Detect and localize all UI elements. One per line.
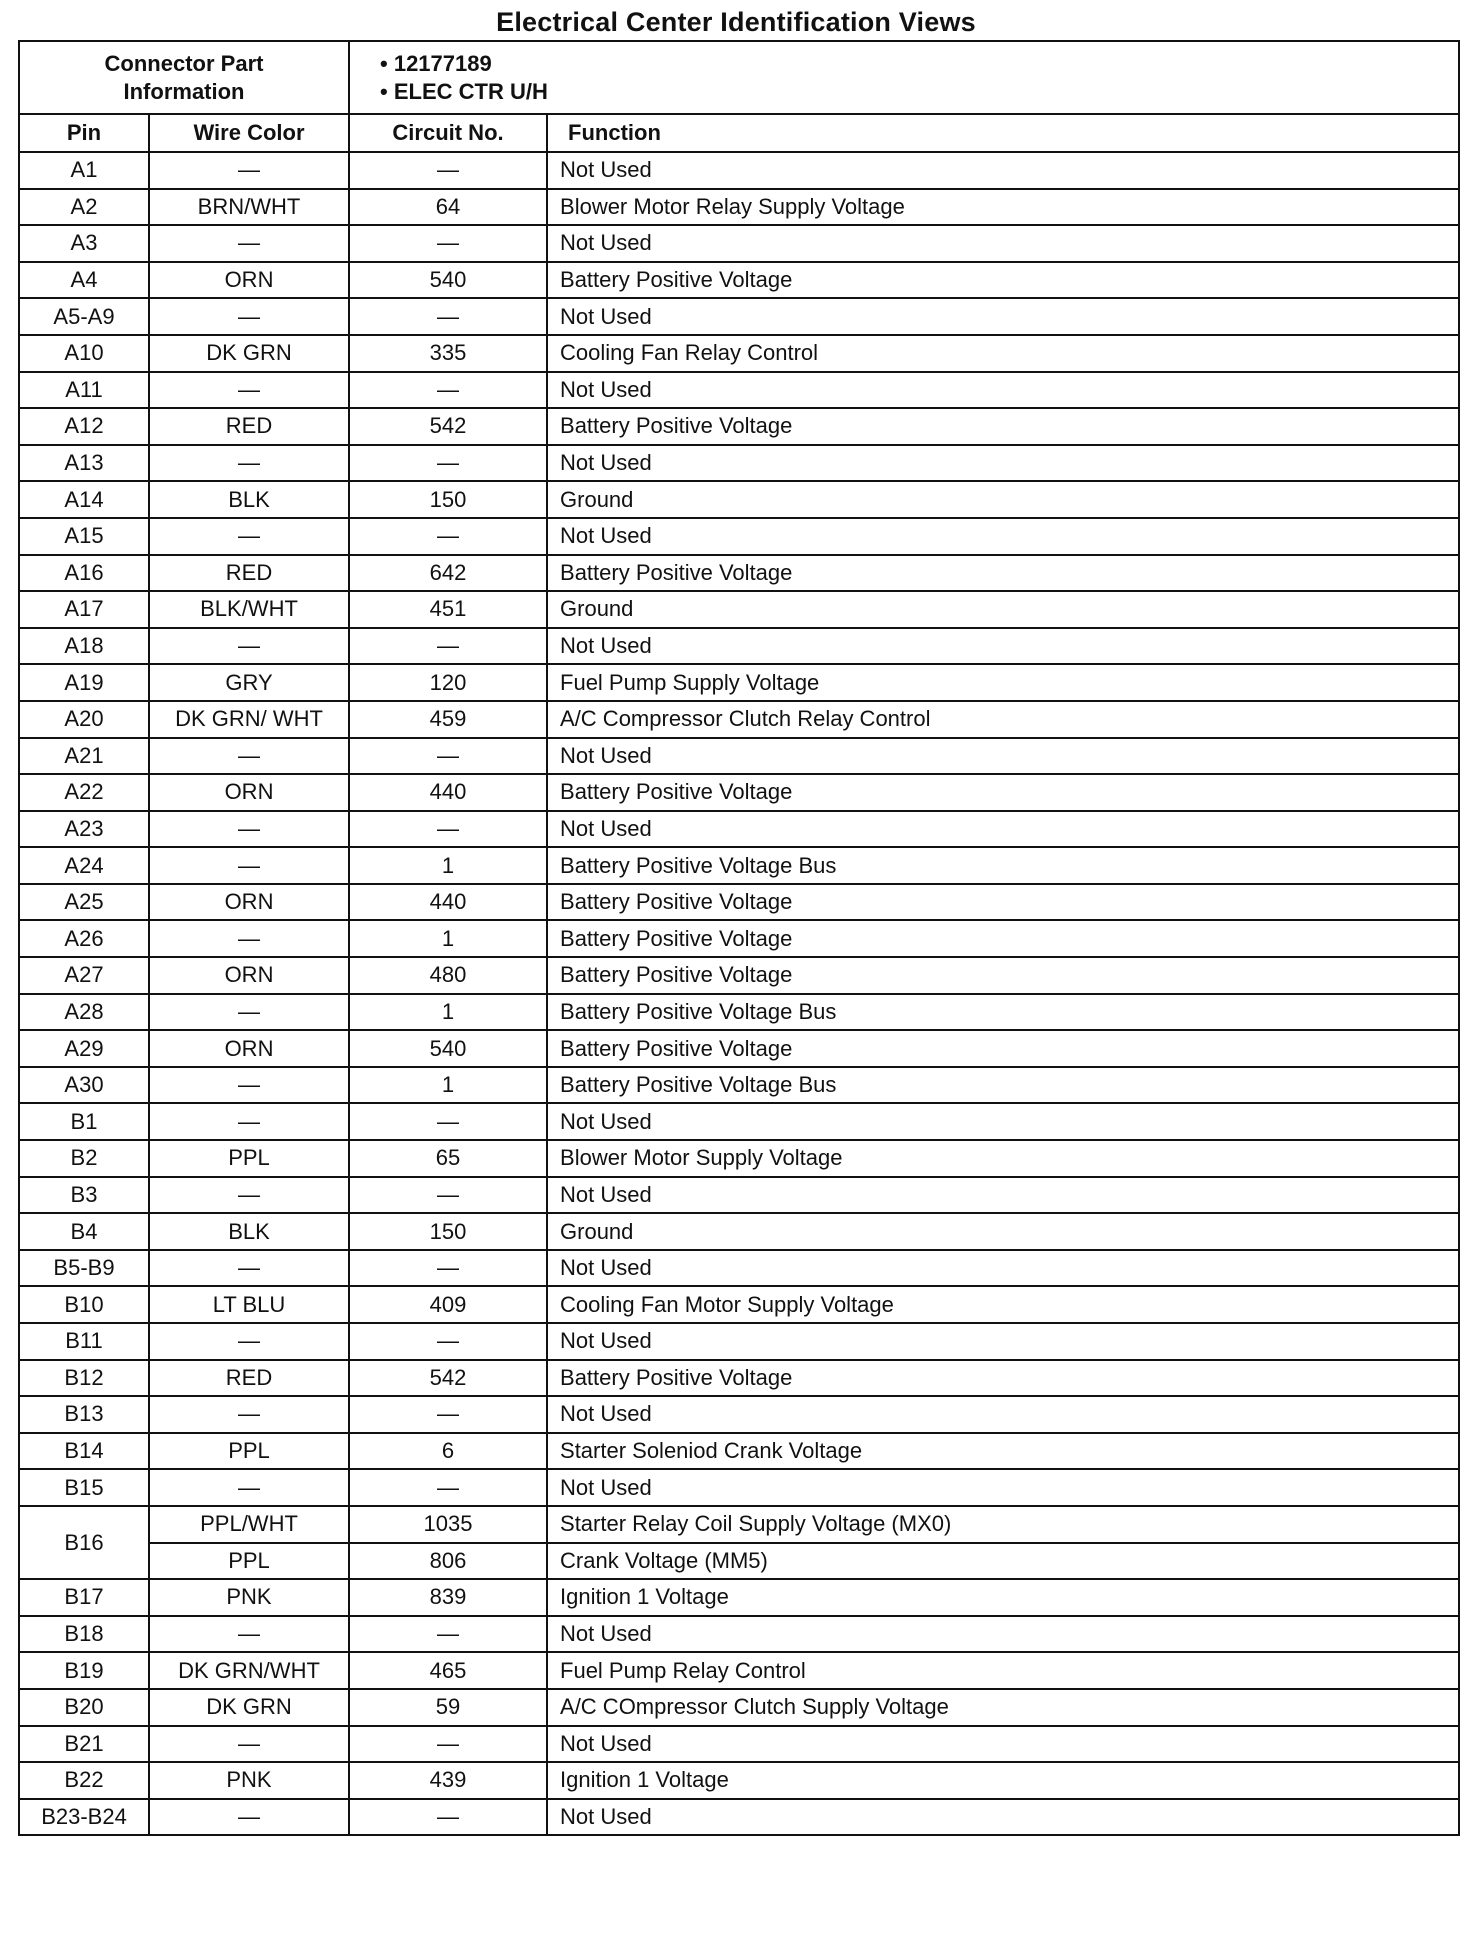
wire-color-cell: — bbox=[149, 225, 349, 262]
wire-color-cell: — bbox=[149, 738, 349, 775]
wire-color-cell: — bbox=[149, 445, 349, 482]
wire-color-cell: — bbox=[149, 994, 349, 1031]
circuit-cell: 150 bbox=[349, 1213, 547, 1250]
wire-color-cell: RED bbox=[149, 1360, 349, 1397]
wire-color-cell: PNK bbox=[149, 1579, 349, 1616]
circuit-cell: 806 bbox=[349, 1543, 547, 1580]
function-cell: Not Used bbox=[547, 1799, 1459, 1836]
table-row bbox=[19, 1360, 1459, 1397]
table-row bbox=[19, 555, 1459, 592]
connector-part-label-line2: Information bbox=[123, 78, 245, 104]
table-row bbox=[19, 1140, 1459, 1177]
circuit-cell: 6 bbox=[349, 1433, 547, 1470]
table-row bbox=[19, 1286, 1459, 1323]
pin-cell: B20 bbox=[19, 1689, 149, 1726]
connector-part-label bbox=[19, 41, 349, 114]
wire-color-cell: — bbox=[149, 628, 349, 665]
function-cell: Cooling Fan Motor Supply Voltage bbox=[547, 1286, 1459, 1323]
function-cell: Not Used bbox=[547, 152, 1459, 189]
function-cell: A/C Compressor Clutch Relay Control bbox=[547, 701, 1459, 738]
circuit-cell: 150 bbox=[349, 481, 547, 518]
function-cell: Starter Soleniod Crank Voltage bbox=[547, 1433, 1459, 1470]
function-cell: Battery Positive Voltage Bus bbox=[547, 1067, 1459, 1104]
pin-cell: B15 bbox=[19, 1469, 149, 1506]
circuit-cell: 335 bbox=[349, 335, 547, 372]
function-cell: Cooling Fan Relay Control bbox=[547, 335, 1459, 372]
circuit-cell: 409 bbox=[349, 1286, 547, 1323]
pin-cell: A1 bbox=[19, 152, 149, 189]
wire-color-cell: PPL bbox=[149, 1433, 349, 1470]
pin-cell: B5-B9 bbox=[19, 1250, 149, 1287]
wire-color-cell: ORN bbox=[149, 774, 349, 811]
function-cell: Starter Relay Coil Supply Voltage (MX0) bbox=[547, 1506, 1459, 1543]
table-row bbox=[19, 225, 1459, 262]
circuit-cell: 480 bbox=[349, 957, 547, 994]
function-column-header: Function bbox=[547, 114, 1459, 152]
wire-color-cell: — bbox=[149, 1396, 349, 1433]
page-title: Electrical Center Identification Views bbox=[496, 7, 976, 37]
pin-cell: B23-B24 bbox=[19, 1799, 149, 1836]
wire-color-cell: BLK bbox=[149, 1213, 349, 1250]
circuit-cell: 542 bbox=[349, 408, 547, 445]
table-row bbox=[19, 152, 1459, 189]
table-row bbox=[19, 1579, 1459, 1616]
pin-cell: A16 bbox=[19, 555, 149, 592]
wire-color-cell: — bbox=[149, 1323, 349, 1360]
pin-cell: A17 bbox=[19, 591, 149, 628]
pin-cell: B11 bbox=[19, 1323, 149, 1360]
circuit-cell: 642 bbox=[349, 555, 547, 592]
wire-color-cell: DK GRN bbox=[149, 1689, 349, 1726]
circuit-cell: 1 bbox=[349, 847, 547, 884]
table-row bbox=[19, 591, 1459, 628]
circuit-cell: 120 bbox=[349, 664, 547, 701]
circuit-cell: — bbox=[349, 152, 547, 189]
table-row bbox=[19, 847, 1459, 884]
wire-color-cell: ORN bbox=[149, 1030, 349, 1067]
circuit-cell: — bbox=[349, 811, 547, 848]
table-row bbox=[19, 1506, 1459, 1543]
circuit-column-header: Circuit No. bbox=[349, 114, 547, 152]
table-row bbox=[19, 1762, 1459, 1799]
table-row bbox=[19, 1689, 1459, 1726]
function-cell: Not Used bbox=[547, 445, 1459, 482]
table-row bbox=[19, 1177, 1459, 1214]
function-cell: Ground bbox=[547, 591, 1459, 628]
circuit-cell: 540 bbox=[349, 1030, 547, 1067]
connector-info-row bbox=[19, 41, 1459, 114]
function-cell: Not Used bbox=[547, 738, 1459, 775]
circuit-cell: 465 bbox=[349, 1652, 547, 1689]
function-cell: Battery Positive Voltage bbox=[547, 1360, 1459, 1397]
table-row bbox=[19, 884, 1459, 921]
circuit-cell: 59 bbox=[349, 1689, 547, 1726]
circuit-cell: 1 bbox=[349, 1067, 547, 1104]
pin-cell: A24 bbox=[19, 847, 149, 884]
wire-color-cell: — bbox=[149, 1103, 349, 1140]
circuit-cell: — bbox=[349, 1323, 547, 1360]
pin-cell: B1 bbox=[19, 1103, 149, 1140]
wire-color-cell: PPL bbox=[149, 1543, 349, 1580]
pin-cell: A23 bbox=[19, 811, 149, 848]
function-cell: Fuel Pump Supply Voltage bbox=[547, 664, 1459, 701]
wire-color-cell: DK GRN/ WHT bbox=[149, 701, 349, 738]
table-row bbox=[19, 1067, 1459, 1104]
function-cell: Battery Positive Voltage bbox=[547, 1030, 1459, 1067]
table-row bbox=[19, 481, 1459, 518]
table-row bbox=[19, 1250, 1459, 1287]
function-cell: Battery Positive Voltage bbox=[547, 884, 1459, 921]
function-cell: Battery Positive Voltage bbox=[547, 774, 1459, 811]
pin-cell: B3 bbox=[19, 1177, 149, 1214]
table-row bbox=[19, 1799, 1459, 1836]
pin-cell: A21 bbox=[19, 738, 149, 775]
pin-cell: A13 bbox=[19, 445, 149, 482]
circuit-cell: — bbox=[349, 1250, 547, 1287]
table-row bbox=[19, 518, 1459, 555]
circuit-cell: — bbox=[349, 1726, 547, 1763]
table-row bbox=[19, 408, 1459, 445]
table-row bbox=[19, 1616, 1459, 1653]
pin-cell: A12 bbox=[19, 408, 149, 445]
pin-cell: A5-A9 bbox=[19, 298, 149, 335]
table-row bbox=[19, 957, 1459, 994]
function-cell: Crank Voltage (MM5) bbox=[547, 1543, 1459, 1580]
circuit-cell: — bbox=[349, 518, 547, 555]
wire-color-cell: — bbox=[149, 1177, 349, 1214]
circuit-cell: 542 bbox=[349, 1360, 547, 1397]
wire-color-cell: PPL bbox=[149, 1140, 349, 1177]
wire-color-cell: — bbox=[149, 1799, 349, 1836]
table-row bbox=[19, 1030, 1459, 1067]
table-row bbox=[19, 628, 1459, 665]
function-cell: Not Used bbox=[547, 298, 1459, 335]
connector-part-values bbox=[349, 41, 1459, 114]
circuit-cell: — bbox=[349, 298, 547, 335]
wire-color-cell: BLK bbox=[149, 481, 349, 518]
pin-cell: B19 bbox=[19, 1652, 149, 1689]
pin-cell: A27 bbox=[19, 957, 149, 994]
table-row bbox=[19, 1396, 1459, 1433]
function-cell: Fuel Pump Relay Control bbox=[547, 1652, 1459, 1689]
pin-cell: B18 bbox=[19, 1616, 149, 1653]
circuit-cell: — bbox=[349, 1396, 547, 1433]
wire-color-cell: — bbox=[149, 920, 349, 957]
function-cell: A/C COmpressor Clutch Supply Voltage bbox=[547, 1689, 1459, 1726]
wire-color-cell: — bbox=[149, 298, 349, 335]
table-row bbox=[19, 1726, 1459, 1763]
function-cell: Not Used bbox=[547, 1726, 1459, 1763]
function-cell: Not Used bbox=[547, 1250, 1459, 1287]
circuit-cell: — bbox=[349, 1103, 547, 1140]
wire-color-column-header: Wire Color bbox=[149, 114, 349, 152]
wire-color-cell: ORN bbox=[149, 884, 349, 921]
pin-cell: A18 bbox=[19, 628, 149, 665]
table-row bbox=[19, 1433, 1459, 1470]
function-cell: Battery Positive Voltage bbox=[547, 555, 1459, 592]
function-cell: Blower Motor Supply Voltage bbox=[547, 1140, 1459, 1177]
pin-cell: A4 bbox=[19, 262, 149, 299]
table-row bbox=[19, 189, 1459, 226]
function-cell: Not Used bbox=[547, 1177, 1459, 1214]
pin-cell: B21 bbox=[19, 1726, 149, 1763]
table-row bbox=[19, 664, 1459, 701]
function-cell: Battery Positive Voltage bbox=[547, 920, 1459, 957]
table-row bbox=[19, 298, 1459, 335]
function-cell: Not Used bbox=[547, 1396, 1459, 1433]
wire-color-cell: GRY bbox=[149, 664, 349, 701]
pin-cell: B2 bbox=[19, 1140, 149, 1177]
wire-color-cell: RED bbox=[149, 408, 349, 445]
pin-column-header: Pin bbox=[19, 114, 149, 152]
function-cell: Battery Positive Voltage Bus bbox=[547, 994, 1459, 1031]
pin-cell: A28 bbox=[19, 994, 149, 1031]
pin-cell: A2 bbox=[19, 189, 149, 226]
wire-color-cell: — bbox=[149, 372, 349, 409]
wire-color-cell: — bbox=[149, 1469, 349, 1506]
function-cell: Not Used bbox=[547, 1469, 1459, 1506]
table-row bbox=[19, 445, 1459, 482]
wire-color-cell: — bbox=[149, 847, 349, 884]
wire-color-cell: PPL/WHT bbox=[149, 1506, 349, 1543]
table-row bbox=[19, 1323, 1459, 1360]
wire-color-cell: — bbox=[149, 811, 349, 848]
pin-cell: B10 bbox=[19, 1286, 149, 1323]
wire-color-cell: LT BLU bbox=[149, 1286, 349, 1323]
function-cell: Ground bbox=[547, 481, 1459, 518]
function-cell: Ignition 1 Voltage bbox=[547, 1762, 1459, 1799]
pin-cell: A25 bbox=[19, 884, 149, 921]
pin-cell: A11 bbox=[19, 372, 149, 409]
pin-cell: A29 bbox=[19, 1030, 149, 1067]
function-cell: Not Used bbox=[547, 225, 1459, 262]
wire-color-cell: ORN bbox=[149, 957, 349, 994]
function-cell: Not Used bbox=[547, 1616, 1459, 1653]
circuit-cell: 440 bbox=[349, 774, 547, 811]
pin-cell: A14 bbox=[19, 481, 149, 518]
function-cell: Ignition 1 Voltage bbox=[547, 1579, 1459, 1616]
table-row bbox=[19, 1213, 1459, 1250]
part-description: • ELEC CTR U/H bbox=[380, 78, 548, 104]
table-row bbox=[19, 701, 1459, 738]
table-row bbox=[19, 994, 1459, 1031]
function-cell: Not Used bbox=[547, 1103, 1459, 1140]
circuit-cell: 1 bbox=[349, 994, 547, 1031]
wire-color-cell: ORN bbox=[149, 262, 349, 299]
table-row bbox=[19, 1103, 1459, 1140]
pin-cell: B12 bbox=[19, 1360, 149, 1397]
pin-cell: A20 bbox=[19, 701, 149, 738]
circuit-cell: — bbox=[349, 738, 547, 775]
pin-cell: B22 bbox=[19, 1762, 149, 1799]
wire-color-cell: DK GRN bbox=[149, 335, 349, 372]
table-row bbox=[19, 738, 1459, 775]
wire-color-cell: RED bbox=[149, 555, 349, 592]
function-cell: Battery Positive Voltage bbox=[547, 262, 1459, 299]
function-cell: Battery Positive Voltage bbox=[547, 408, 1459, 445]
wire-color-cell: DK GRN/WHT bbox=[149, 1652, 349, 1689]
circuit-cell: — bbox=[349, 1799, 547, 1836]
pin-cell: B14 bbox=[19, 1433, 149, 1470]
pin-cell: B13 bbox=[19, 1396, 149, 1433]
function-cell: Blower Motor Relay Supply Voltage bbox=[547, 189, 1459, 226]
pin-cell: A3 bbox=[19, 225, 149, 262]
pin-cell: A15 bbox=[19, 518, 149, 555]
function-cell: Not Used bbox=[547, 372, 1459, 409]
table-row bbox=[19, 774, 1459, 811]
circuit-cell: 451 bbox=[349, 591, 547, 628]
function-cell: Not Used bbox=[547, 811, 1459, 848]
pin-cell: A26 bbox=[19, 920, 149, 957]
circuit-cell: — bbox=[349, 1616, 547, 1653]
table-row bbox=[19, 920, 1459, 957]
column-header-row bbox=[19, 114, 1459, 152]
circuit-cell: 839 bbox=[349, 1579, 547, 1616]
circuit-cell: 1 bbox=[349, 920, 547, 957]
function-cell: Battery Positive Voltage Bus bbox=[547, 847, 1459, 884]
circuit-cell: 1035 bbox=[349, 1506, 547, 1543]
table-row bbox=[19, 1469, 1459, 1506]
connector-part-label-line1: Connector Part bbox=[104, 50, 264, 76]
circuit-cell: 540 bbox=[349, 262, 547, 299]
function-cell: Not Used bbox=[547, 1323, 1459, 1360]
pin-cell: A19 bbox=[19, 664, 149, 701]
wire-color-cell: — bbox=[149, 1616, 349, 1653]
wire-color-cell: — bbox=[149, 152, 349, 189]
table-row bbox=[19, 811, 1459, 848]
pin-cell: B17 bbox=[19, 1579, 149, 1616]
wire-color-cell: BLK/WHT bbox=[149, 591, 349, 628]
table-row bbox=[19, 335, 1459, 372]
wire-color-cell: PNK bbox=[149, 1762, 349, 1799]
circuit-cell: 459 bbox=[349, 701, 547, 738]
connector-pin-table bbox=[18, 40, 1460, 1836]
circuit-cell: — bbox=[349, 445, 547, 482]
table-row bbox=[19, 1543, 1459, 1580]
function-cell: Not Used bbox=[547, 518, 1459, 555]
table-row bbox=[19, 262, 1459, 299]
circuit-cell: — bbox=[349, 628, 547, 665]
function-cell: Not Used bbox=[547, 628, 1459, 665]
table-row bbox=[19, 372, 1459, 409]
wire-color-cell: — bbox=[149, 518, 349, 555]
pin-cell: B4 bbox=[19, 1213, 149, 1250]
wire-color-cell: — bbox=[149, 1250, 349, 1287]
function-cell: Battery Positive Voltage bbox=[547, 957, 1459, 994]
circuit-cell: — bbox=[349, 372, 547, 409]
pin-cell: A30 bbox=[19, 1067, 149, 1104]
wire-color-cell: — bbox=[149, 1067, 349, 1104]
circuit-cell: 64 bbox=[349, 189, 547, 226]
circuit-cell: 439 bbox=[349, 1762, 547, 1799]
pin-cell: B16 bbox=[19, 1506, 149, 1579]
circuit-cell: 65 bbox=[349, 1140, 547, 1177]
circuit-cell: — bbox=[349, 225, 547, 262]
table-row bbox=[19, 1652, 1459, 1689]
wire-color-cell: BRN/WHT bbox=[149, 189, 349, 226]
circuit-cell: — bbox=[349, 1469, 547, 1506]
pin-cell: A22 bbox=[19, 774, 149, 811]
circuit-cell: 440 bbox=[349, 884, 547, 921]
function-cell: Ground bbox=[547, 1213, 1459, 1250]
part-number: • 12177189 bbox=[380, 50, 492, 76]
pin-cell: A10 bbox=[19, 335, 149, 372]
wire-color-cell: — bbox=[149, 1726, 349, 1763]
circuit-cell: — bbox=[349, 1177, 547, 1214]
